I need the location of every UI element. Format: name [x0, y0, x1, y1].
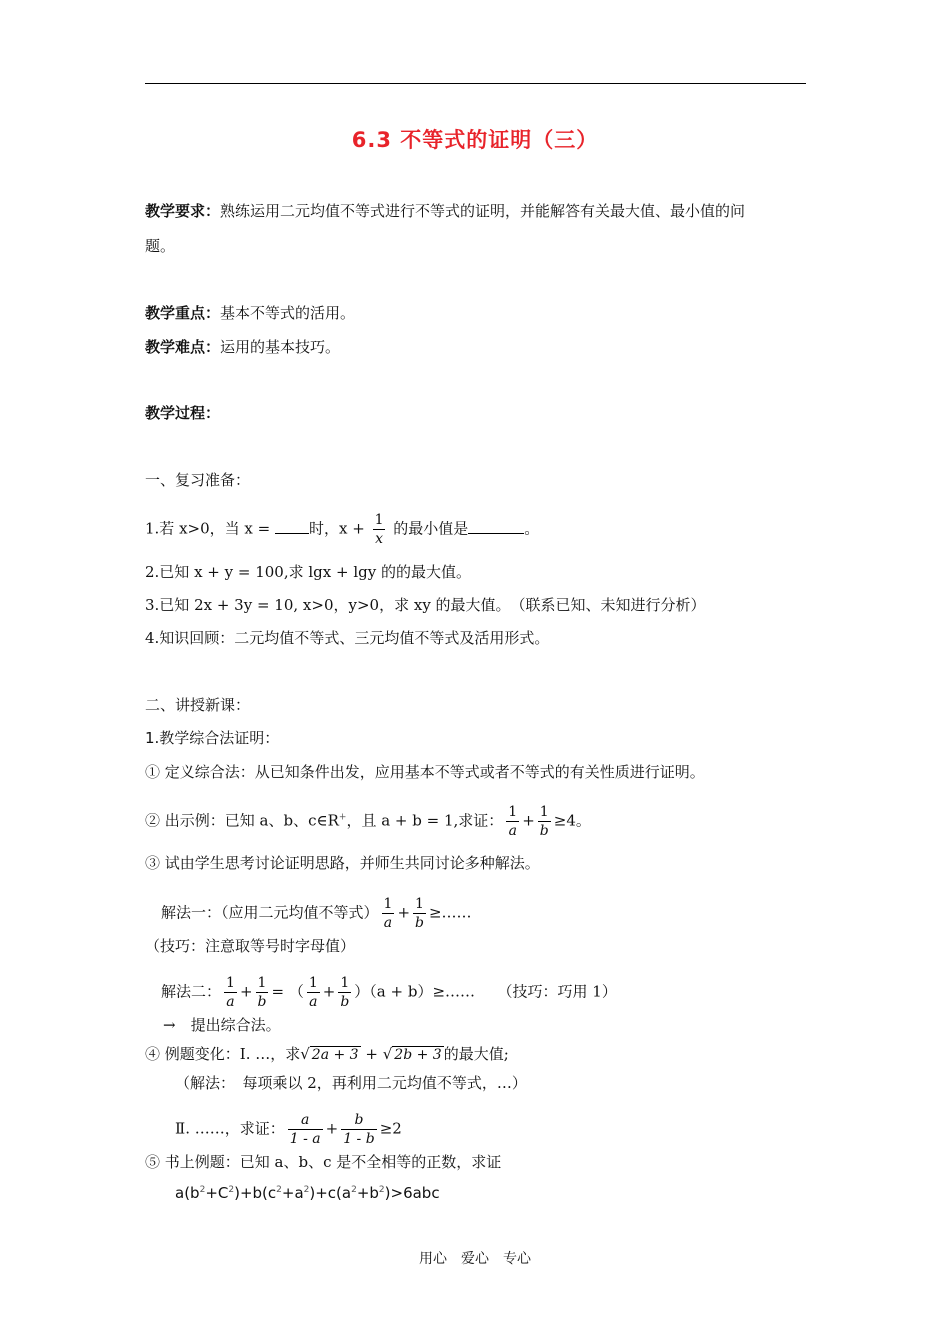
- method-2: 解法二： $\frac{1}{a}$ + $\frac{1}{b}$ = （ $\frac{1}{a}$ + $\frac{1}{b}$ ）（a + b）≥…… （技巧：巧用 1）: [161, 975, 617, 1010]
- answer-blank: [468, 533, 524, 534]
- fraction: $\frac{1}{b}$: [539, 804, 549, 839]
- teaching-process-heading: 教学过程：: [145, 404, 221, 422]
- answer-blank: [275, 533, 309, 534]
- variation-solution-note: （解法： 每项乘以 2，再利用二元均值不等式，…）: [175, 1074, 527, 1092]
- teaching-requirement-cont: 题。: [145, 237, 176, 255]
- propose-synthesis: → 提出综合法。: [163, 1016, 281, 1034]
- review-question-3: 3.已知 2x + 3y = 10, x>0，y>0，求 xy 的最大值。 （联系已知、未知进行分析）: [145, 596, 706, 614]
- point-4-variation: ④ 例题变化：Ⅰ. …，求√ 2a + 3 + √ 2b + 3 的最大值;: [145, 1045, 509, 1063]
- variation-2: Ⅱ. ……，求证： $\frac{a}{1 - a}$ + $\frac{b}{1 - b}$ ≥2: [175, 1112, 402, 1147]
- fraction: $\frac{1}{b}$: [257, 975, 267, 1010]
- fraction: $\frac{b}{1 - b}$: [343, 1112, 375, 1147]
- sqrt-expression: √ 2b + 3: [382, 1045, 442, 1063]
- review-question-1: 1.若 x>0，当 x = 时，x + $\frac{1}{x}$ 的最小值是 。: [145, 512, 540, 547]
- point-1-definition: ① 定义综合法：从已知条件出发，应用基本不等式或者不等式的有关性质进行证明。: [145, 763, 705, 781]
- point-2-example: ② 出示例：已知 a、b、c∈R+，且 a + b = 1,求证： $\frac{1}{a}$ + $\frac{1}{b}$ ≥4。: [145, 804, 591, 839]
- section-new-lesson-heading: 二、讲授新课：: [145, 696, 251, 714]
- review-question-2: 2.已知 x + y = 100,求 lgx + lgy 的的最大值。: [145, 563, 471, 581]
- sqrt-expression: √ 2a + 3: [300, 1045, 359, 1063]
- point-3-discussion: ③ 试由学生思考讨论证明思路，并师生共同讨论多种解法。: [145, 854, 540, 872]
- textbook-formula: $a(b^2+C^2)+b(c^2+a^2)+c(a^2+b^2)>6abc$: [175, 1184, 440, 1202]
- review-question-4: 4.知识回顾：二元均值不等式、三元均值不等式及活用形式。: [145, 629, 550, 647]
- method-1: 解法一：（应用二元均值不等式） $\frac{1}{a}$ + $\frac{1}{b}$ ≥……: [161, 896, 472, 931]
- teaching-key-point: 教学重点：基本不等式的活用。: [145, 304, 356, 322]
- fraction: $\frac{1}{a}$: [508, 804, 518, 839]
- point-5-textbook-example: ⑤ 书上例题：已知 a、b、c 是不全相等的正数，求证: [145, 1153, 502, 1171]
- fraction: $\frac{1}{a}$: [308, 975, 318, 1010]
- teaching-requirement: 教学要求：熟练运用二元均值不等式进行不等式的证明，并能解答有关最大值、最小值的问: [145, 202, 746, 220]
- section-review-heading: 一、复习准备：: [145, 471, 251, 489]
- fraction: $\frac{1}{x}$: [374, 512, 384, 547]
- page-title: 6.3 不等式的证明（三）: [351, 128, 599, 152]
- fraction: $\frac{1}{b}$: [340, 975, 350, 1010]
- subsection-synthesis: 1.教学综合法证明：: [145, 729, 280, 747]
- page-footer: 用心 爱心 专心: [419, 1251, 531, 1267]
- teaching-difficulty: 教学难点：运用的基本技巧。: [145, 338, 341, 356]
- fraction: $\frac{a}{1 - a}$: [289, 1112, 321, 1147]
- fraction: $\frac{1}{a}$: [383, 896, 393, 931]
- header-rule: [145, 83, 806, 84]
- fraction: $\frac{1}{a}$: [226, 975, 235, 1010]
- tip-1: （技巧：注意取等号时字母值）: [145, 937, 356, 955]
- fraction: $\frac{1}{b}$: [415, 896, 424, 931]
